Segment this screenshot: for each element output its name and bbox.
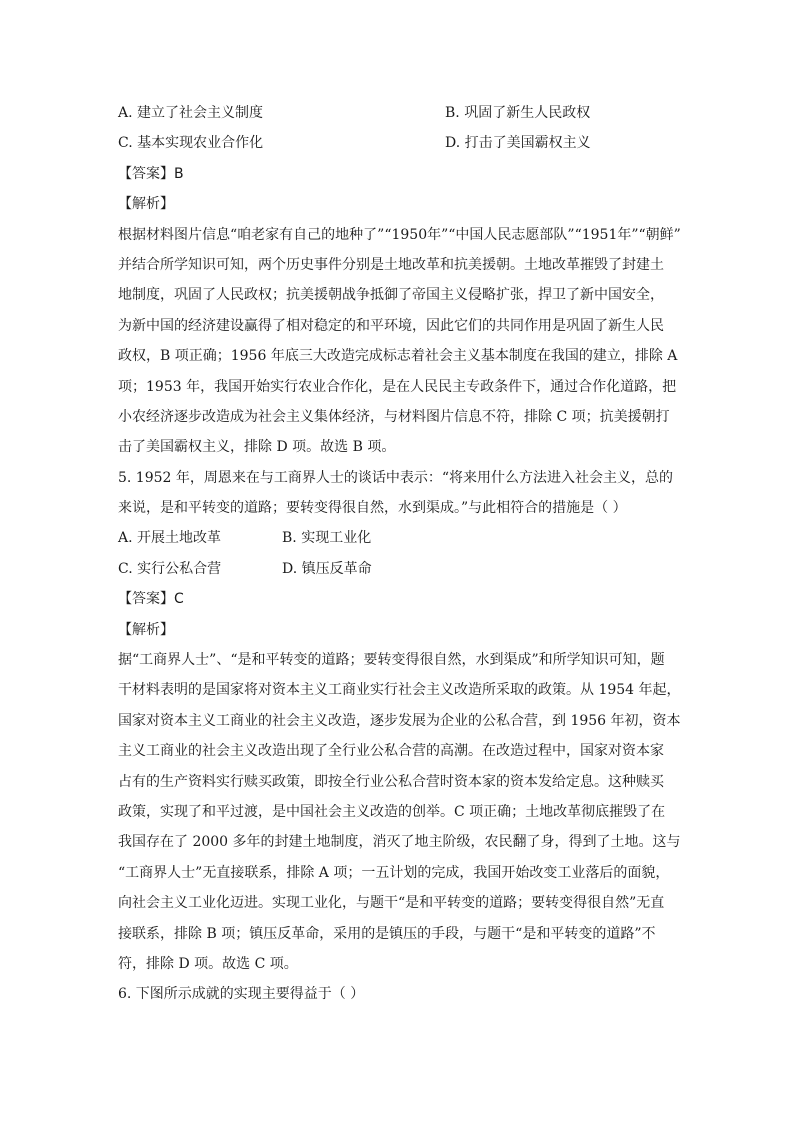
analysis-line: 占有的生产资料实行赎买政策，即按全行业公私合营时资本家的资本发给定息。这种赎买 bbox=[118, 773, 664, 790]
analysis-line: 击了美国霸权主义，排除 D 项。故选 B 项。 bbox=[118, 439, 396, 456]
q4-option-d: D. 打击了美国霸权主义 bbox=[445, 135, 591, 152]
analysis-line: “工商界人士”无直接联系，排除 A 项；一五计划的完成，我国开始改变工业落后的面貌， bbox=[118, 864, 670, 881]
q5-option-b: B. 实现工业化 bbox=[282, 530, 372, 547]
q4-options-row-1 bbox=[118, 98, 678, 128]
q5-answer: 【答案】C bbox=[118, 591, 184, 608]
q4-option-c: C. 基本实现农业合作化 bbox=[118, 135, 264, 152]
analysis-line: 向社会主义工业化迈进。实现工业化，与题干“是和平转变的道路；要转变得很自然”无直 bbox=[118, 895, 665, 912]
analysis-line: 政权，B 项正确；1956 年底三大改造完成标志着社会主义基本制度在我国的建立，排除 A bbox=[118, 348, 678, 365]
q5-stem bbox=[118, 463, 678, 524]
q5-options-row-2 bbox=[118, 554, 678, 584]
analysis-line: 主义工商业的社会主义改造出现了全行业公私合营的高潮。在改造过程中，国家对资本家 bbox=[118, 743, 664, 760]
analysis-line: 符，排除 D 项。故选 C 项。 bbox=[118, 955, 298, 972]
q5-options-row-1 bbox=[118, 523, 678, 553]
analysis-line: 为新中国的经济建设赢得了相对稳定的和平环境，因此它们的共同作用是巩固了新生人民 bbox=[118, 317, 664, 334]
analysis-line: 国家对资本主义工商业的社会主义改造，逐步发展为企业的公私合营，到 1956 年初，资本 bbox=[118, 712, 681, 729]
q5-option-c: C. 实行公私合营 bbox=[118, 560, 222, 577]
document-page bbox=[118, 98, 681, 1010]
analysis-line: 项；1953 年，我国开始实行农业合作化，是在人民民主专政条件下，通过合作化道路，把 bbox=[118, 378, 677, 395]
analysis-line: 干材料表明的是国家将对资本主义工商业实行社会主义改造所采取的政策。从 1954 年起， bbox=[118, 682, 681, 699]
analysis-line: 接联系，排除 B 项；镇压反革命，采用的是镇压的手段，与题干“是和平转变的道路”不 bbox=[118, 925, 656, 942]
question-stem-line: 来说，是和平转变的道路；要转变得很自然，水到渠成。”与此相符合的措施是（ ） bbox=[118, 500, 627, 517]
q4-analysis-label: 【解析】 bbox=[118, 196, 174, 213]
analysis-line: 据“工商界人士”、“是和平转变的道路；要转变得很自然，水到渠成”和所学知识可知，题 bbox=[118, 652, 665, 669]
question-stem-line: 5. 1952 年，周恩来在与工商界人士的谈话中表示：“将来用什么方法进入社会主义，总的 bbox=[118, 469, 674, 486]
analysis-line: 根据材料图片信息“咱老家有自己的地种了”“1950年”“中国人民志愿部队”“1951年”“朝鲜” bbox=[118, 226, 681, 243]
analysis-line: 地制度，巩固了人民政权；抗美援朝战争抵御了帝国主义侵略扩张，捍卫了新中国安全， bbox=[118, 287, 664, 304]
q5-analysis-label: 【解析】 bbox=[118, 621, 174, 638]
q4-option-a: A. 建立了社会主义制度 bbox=[118, 105, 264, 121]
q5-option-a: A. 开展土地改革 bbox=[118, 530, 222, 547]
q4-options-row-2 bbox=[118, 128, 678, 158]
q5-analysis bbox=[118, 645, 681, 979]
q4-analysis bbox=[118, 220, 681, 463]
q4-answer: 【答案】B bbox=[118, 165, 184, 182]
q5-option-d: D. 镇压反革命 bbox=[282, 560, 372, 577]
q6-stem: 6. 下图所示成就的实现主要得益于（ ） bbox=[118, 986, 365, 1003]
analysis-line: 政策，实现了和平过渡，是中国社会主义改造的创举。C 项正确；土地改革彻底摧毁了在 bbox=[118, 803, 666, 820]
q4-option-b: B. 巩固了新生人民政权 bbox=[445, 105, 591, 121]
analysis-line: 我国存在了 2000 多年的封建土地制度，消灭了地主阶级，农民翻了身，得到了土地。这与 bbox=[118, 834, 681, 851]
analysis-line: 并结合所学知识可知，两个历史事件分别是土地改革和抗美援朝。土地改革摧毁了封建土 bbox=[118, 256, 664, 273]
analysis-line: 小农经济逐步改造成为社会主义集体经济，与材料图片信息不符，排除 C 项；抗美援朝打 bbox=[118, 408, 670, 425]
